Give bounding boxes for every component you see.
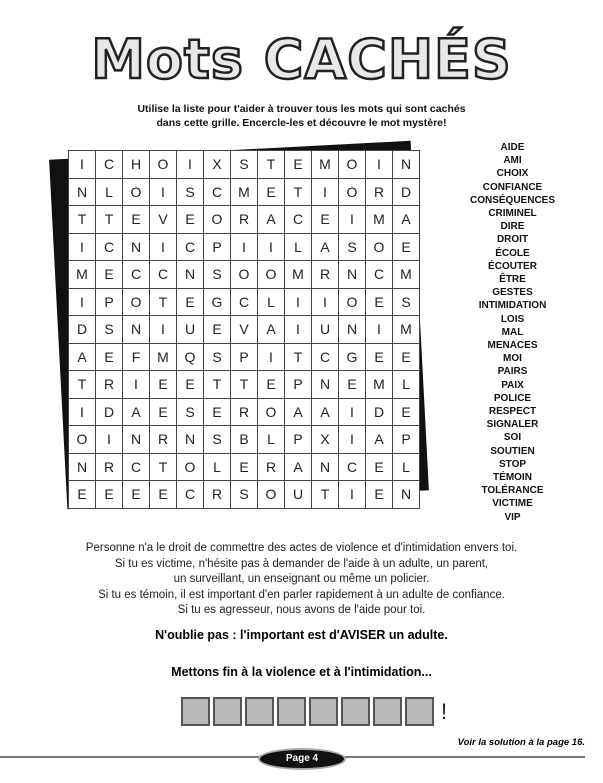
grid-cell[interactable]: P: [231, 343, 258, 371]
grid-cell[interactable]: P: [96, 288, 123, 316]
grid-cell[interactable]: X: [312, 426, 339, 454]
grid-cell[interactable]: H: [123, 151, 150, 179]
page-title: Mots CACHÉS: [91, 28, 512, 91]
grid-cell[interactable]: O: [150, 151, 177, 179]
grid-cell[interactable]: M: [231, 178, 258, 206]
word-list-item: PAIX: [501, 379, 524, 391]
grid-cell[interactable]: O: [258, 398, 285, 426]
grid-cell[interactable]: L: [393, 371, 420, 399]
word-list-item: TÉMOIN: [493, 472, 532, 484]
grid-cell[interactable]: E: [123, 481, 150, 509]
grid-cell[interactable]: C: [96, 151, 123, 179]
grid-cell[interactable]: N: [312, 371, 339, 399]
mystery-word-boxes: [181, 697, 447, 726]
grid-cell[interactable]: R: [96, 371, 123, 399]
paragraph-line: Si tu es témoin, il est important d'en parler rapidement à un adulte de confiance.: [98, 588, 505, 601]
grid-cell[interactable]: E: [123, 206, 150, 234]
grid-cell[interactable]: L: [285, 233, 312, 261]
word-list-item: ÉCOUTER: [488, 260, 537, 272]
grid-cell[interactable]: I: [150, 178, 177, 206]
grid-cell[interactable]: N: [312, 453, 339, 481]
grid-cell[interactable]: I: [123, 371, 150, 399]
grid-cell[interactable]: N: [393, 151, 420, 179]
grid-cell[interactable]: G: [204, 288, 231, 316]
grid-cell[interactable]: U: [312, 316, 339, 344]
grid-cell[interactable]: N: [69, 453, 96, 481]
word-list-item: CHOIX: [496, 168, 529, 180]
grid-cell[interactable]: M: [312, 151, 339, 179]
grid-cell[interactable]: N: [69, 178, 96, 206]
grid-cell[interactable]: R: [366, 178, 393, 206]
grid-cell[interactable]: O: [258, 261, 285, 289]
grid-cell[interactable]: E: [285, 151, 312, 179]
grid-cell[interactable]: E: [366, 481, 393, 509]
grid-cell[interactable]: N: [123, 316, 150, 344]
grid-cell[interactable]: E: [177, 371, 204, 399]
word-list-item: LOIS: [500, 313, 525, 325]
paragraph-line: Si tu es agresseur, nous avons de l'aide pour toi.: [177, 604, 426, 616]
grid-cell[interactable]: E: [150, 398, 177, 426]
instructions-line: Utilise la liste pour t'aider à trouver tous les mots qui sont cachés: [137, 103, 466, 115]
word-list-item: CONSÉQUENCES: [469, 194, 555, 206]
grid-cell[interactable]: O: [69, 426, 96, 454]
word-list-item: INTIMIDATION: [478, 300, 547, 312]
grid-cell[interactable]: C: [123, 453, 150, 481]
mystery-letter-box[interactable]: [213, 697, 242, 726]
grid-cell[interactable]: Q: [177, 343, 204, 371]
grid-cell[interactable]: R: [312, 261, 339, 289]
grid-cell[interactable]: L: [393, 453, 420, 481]
grid-cell[interactable]: D: [96, 398, 123, 426]
grid-cell[interactable]: E: [366, 343, 393, 371]
mystery-letter-box[interactable]: [181, 697, 210, 726]
grid-cell[interactable]: E: [258, 178, 285, 206]
grid-cell[interactable]: E: [366, 453, 393, 481]
grid-cell[interactable]: N: [123, 233, 150, 261]
grid-cell[interactable]: P: [285, 371, 312, 399]
grid-cell[interactable]: E: [96, 261, 123, 289]
grid-cell[interactable]: C: [204, 178, 231, 206]
mystery-letter-box[interactable]: [245, 697, 274, 726]
grid-cell[interactable]: R: [231, 398, 258, 426]
grid-cell[interactable]: E: [393, 398, 420, 426]
grid-cell[interactable]: T: [150, 453, 177, 481]
grid-cell[interactable]: S: [204, 261, 231, 289]
grid-cell[interactable]: N: [123, 426, 150, 454]
grid-row: [69, 426, 420, 454]
grid-cell[interactable]: I: [69, 233, 96, 261]
mystery-letter-box[interactable]: [373, 697, 402, 726]
grid-cell[interactable]: E: [339, 371, 366, 399]
grid-cell[interactable]: S: [204, 343, 231, 371]
grid-cell[interactable]: I: [258, 343, 285, 371]
word-search-grid: [68, 150, 420, 509]
grid-cell[interactable]: S: [177, 398, 204, 426]
grid-cell[interactable]: I: [96, 426, 123, 454]
grid-cell[interactable]: I: [177, 151, 204, 179]
grid-cell[interactable]: T: [150, 288, 177, 316]
word-list-item: SOI: [503, 432, 522, 444]
grid-cell[interactable]: I: [69, 288, 96, 316]
grid-cell[interactable]: S: [204, 426, 231, 454]
grid-cell[interactable]: E: [393, 343, 420, 371]
grid-cell[interactable]: R: [231, 206, 258, 234]
instructions-line: dans cette grille. Encercle-les et découvre le mot mystère!: [156, 117, 447, 129]
word-list-item: MENACES: [487, 340, 538, 352]
grid-cell[interactable]: E: [150, 371, 177, 399]
grid-cell[interactable]: C: [150, 261, 177, 289]
grid-cell[interactable]: A: [366, 426, 393, 454]
page-number-badge: Page 4: [258, 748, 346, 770]
grid-cell[interactable]: T: [204, 371, 231, 399]
grid-cell[interactable]: O: [258, 481, 285, 509]
grid-cell[interactable]: X: [204, 151, 231, 179]
grid-cell[interactable]: N: [177, 426, 204, 454]
grid-cell[interactable]: T: [258, 151, 285, 179]
grid-cell[interactable]: O: [231, 261, 258, 289]
grid-cell[interactable]: C: [123, 261, 150, 289]
grid-cell[interactable]: A: [285, 398, 312, 426]
grid-cell[interactable]: T: [231, 371, 258, 399]
grid-cell[interactable]: A: [393, 206, 420, 234]
grid-cell[interactable]: E: [204, 398, 231, 426]
word-list-item: POLICE: [493, 392, 532, 404]
grid-cell[interactable]: I: [69, 151, 96, 179]
grid-cell[interactable]: I: [312, 288, 339, 316]
reminder-text: N'oublie pas : l'important est d'AVISER un adulte.: [155, 628, 448, 642]
grid-row: [69, 206, 420, 234]
grid-cell[interactable]: O: [366, 233, 393, 261]
grid-cell[interactable]: M: [393, 316, 420, 344]
grid-row: [69, 261, 420, 289]
grid-cell[interactable]: A: [69, 343, 96, 371]
paragraph-line: Personne n'a le droit de commettre des actes de violence et d'intimidation envers toi.: [85, 542, 518, 554]
word-list-item: CRIMINEL: [488, 208, 537, 220]
grid-row: [69, 398, 420, 426]
grid-cell[interactable]: V: [231, 316, 258, 344]
mystery-letter-box[interactable]: [309, 697, 338, 726]
grid-cell[interactable]: G: [339, 343, 366, 371]
grid-cell[interactable]: E: [177, 288, 204, 316]
grid-cell[interactable]: T: [69, 206, 96, 234]
grid-cell[interactable]: E: [204, 316, 231, 344]
grid-cell[interactable]: C: [177, 481, 204, 509]
grid-cell[interactable]: D: [393, 178, 420, 206]
grid-cell[interactable]: T: [285, 343, 312, 371]
word-list-item: VIP: [504, 511, 521, 523]
grid-cell[interactable]: P: [204, 233, 231, 261]
word-list-item: SIGNALER: [486, 419, 539, 431]
grid-cell[interactable]: M: [69, 261, 96, 289]
grid-cell[interactable]: S: [231, 151, 258, 179]
word-list-item: SOUTIEN: [490, 445, 535, 457]
grid-cell[interactable]: P: [393, 426, 420, 454]
word-list-item: TOLÉRANCE: [481, 485, 544, 497]
grid-row: [69, 316, 420, 344]
grid-cell[interactable]: O: [339, 178, 366, 206]
grid-cell[interactable]: I: [150, 316, 177, 344]
grid-cell[interactable]: M: [366, 206, 393, 234]
grid-cell[interactable]: C: [366, 261, 393, 289]
grid-cell[interactable]: M: [150, 343, 177, 371]
grid-cell[interactable]: E: [366, 288, 393, 316]
exclamation-mark: !: [441, 698, 448, 724]
grid-cell[interactable]: C: [312, 343, 339, 371]
grid-cell[interactable]: B: [231, 426, 258, 454]
grid-row: [69, 343, 420, 371]
grid-cell[interactable]: N: [177, 261, 204, 289]
grid-cell[interactable]: I: [312, 178, 339, 206]
grid-cell[interactable]: E: [150, 481, 177, 509]
grid-row: [69, 151, 420, 179]
grid-cell[interactable]: C: [177, 233, 204, 261]
grid-cell[interactable]: I: [69, 398, 96, 426]
mystery-letter-box[interactable]: [341, 697, 370, 726]
grid-row: [69, 178, 420, 206]
grid-row: [69, 233, 420, 261]
grid-row: [69, 371, 420, 399]
word-list-item: PAIRS: [497, 366, 528, 378]
grid-cell[interactable]: S: [96, 316, 123, 344]
grid-cell[interactable]: I: [231, 233, 258, 261]
grid-cell[interactable]: D: [366, 398, 393, 426]
grid-cell[interactable]: P: [285, 426, 312, 454]
grid-cell[interactable]: I: [150, 233, 177, 261]
word-list-item: AMI: [503, 155, 522, 167]
grid-cell[interactable]: T: [312, 481, 339, 509]
grid-cell[interactable]: L: [258, 288, 285, 316]
grid-cell[interactable]: E: [393, 233, 420, 261]
grid-cell[interactable]: E: [258, 371, 285, 399]
grid-cell[interactable]: E: [177, 206, 204, 234]
word-list-item: STOP: [498, 458, 527, 470]
word-list-item: CONFIANCE: [482, 181, 543, 193]
grid-cell[interactable]: O: [123, 178, 150, 206]
grid-cell[interactable]: T: [285, 178, 312, 206]
grid-cell[interactable]: T: [96, 206, 123, 234]
instructions: [0, 102, 603, 130]
grid-cell[interactable]: C: [231, 288, 258, 316]
grid-cell[interactable]: I: [339, 398, 366, 426]
grid-cell[interactable]: C: [96, 233, 123, 261]
word-list-item: GESTES: [492, 287, 533, 299]
grid-cell[interactable]: M: [393, 261, 420, 289]
grid-cell[interactable]: C: [285, 206, 312, 234]
grid-cell[interactable]: R: [204, 481, 231, 509]
grid-cell[interactable]: A: [285, 453, 312, 481]
grid-cell[interactable]: R: [96, 453, 123, 481]
mystery-letter-box[interactable]: [277, 697, 306, 726]
grid-cell[interactable]: N: [339, 316, 366, 344]
grid-cell[interactable]: M: [366, 371, 393, 399]
grid-cell[interactable]: O: [339, 288, 366, 316]
solution-note: Voir la solution à la page 16.: [457, 737, 585, 748]
grid-cell[interactable]: E: [231, 453, 258, 481]
word-list-item: MOI: [503, 353, 522, 365]
grid-cell[interactable]: U: [285, 481, 312, 509]
word-list-item: ÉCOLE: [495, 247, 530, 259]
grid-cell[interactable]: I: [366, 151, 393, 179]
grid-cell[interactable]: O: [204, 206, 231, 234]
grid-cell[interactable]: A: [123, 398, 150, 426]
grid-cell[interactable]: I: [339, 481, 366, 509]
word-list: [455, 141, 570, 524]
word-list-item: DIRE: [500, 221, 525, 233]
grid-cell[interactable]: M: [285, 261, 312, 289]
grid-cell[interactable]: S: [231, 481, 258, 509]
grid-cell[interactable]: N: [393, 481, 420, 509]
paragraph-line: un surveillant, un enseignant ou même un policier.: [173, 573, 430, 585]
grid-cell[interactable]: A: [312, 398, 339, 426]
grid-cell[interactable]: O: [177, 453, 204, 481]
grid-cell[interactable]: U: [177, 316, 204, 344]
mystery-prompt: Mettons fin à la violence et à l'intimidation...: [171, 665, 432, 679]
word-list-item: VICTIME: [492, 498, 533, 510]
grid-cell[interactable]: E: [69, 481, 96, 509]
grid-row: [69, 288, 420, 316]
word-list-item: AIDE: [500, 142, 525, 153]
grid-cell[interactable]: N: [339, 261, 366, 289]
grid-cell[interactable]: E: [96, 481, 123, 509]
grid-cell[interactable]: V: [150, 206, 177, 234]
grid-cell[interactable]: T: [69, 371, 96, 399]
grid-cell[interactable]: I: [285, 288, 312, 316]
grid-cell[interactable]: L: [204, 453, 231, 481]
grid-cell[interactable]: R: [258, 453, 285, 481]
grid-cell[interactable]: I: [339, 206, 366, 234]
mystery-letter-box[interactable]: [405, 697, 434, 726]
paragraph-line: Si tu es victime, n'hésite pas à demander de l'aide à un adulte, un parent,: [114, 557, 489, 570]
grid-cell[interactable]: O: [123, 288, 150, 316]
grid-cell[interactable]: C: [339, 453, 366, 481]
grid-cell[interactable]: D: [69, 316, 96, 344]
word-list-item: MAL: [501, 326, 524, 338]
grid-cell[interactable]: S: [339, 233, 366, 261]
grid-cell[interactable]: E: [96, 343, 123, 371]
grid-cell[interactable]: A: [258, 316, 285, 344]
advice-paragraph: [0, 541, 603, 619]
word-list-item: RESPECT: [488, 406, 537, 418]
word-list-item: DROIT: [496, 234, 529, 246]
grid-cell[interactable]: I: [258, 233, 285, 261]
grid-row: [69, 453, 420, 481]
grid-cell[interactable]: I: [366, 316, 393, 344]
grid-cell[interactable]: A: [258, 206, 285, 234]
grid-cell[interactable]: E: [312, 206, 339, 234]
grid-cell[interactable]: L: [258, 426, 285, 454]
grid-cell[interactable]: I: [285, 316, 312, 344]
grid-cell[interactable]: L: [96, 178, 123, 206]
grid-cell[interactable]: S: [393, 288, 420, 316]
word-list-item: ÊTRE: [499, 274, 526, 286]
grid-cell[interactable]: S: [177, 178, 204, 206]
grid-cell[interactable]: I: [339, 426, 366, 454]
grid-row: [69, 481, 420, 509]
grid-cell[interactable]: O: [339, 151, 366, 179]
grid-cell[interactable]: A: [312, 233, 339, 261]
grid-cell[interactable]: R: [150, 426, 177, 454]
grid-cell[interactable]: F: [123, 343, 150, 371]
